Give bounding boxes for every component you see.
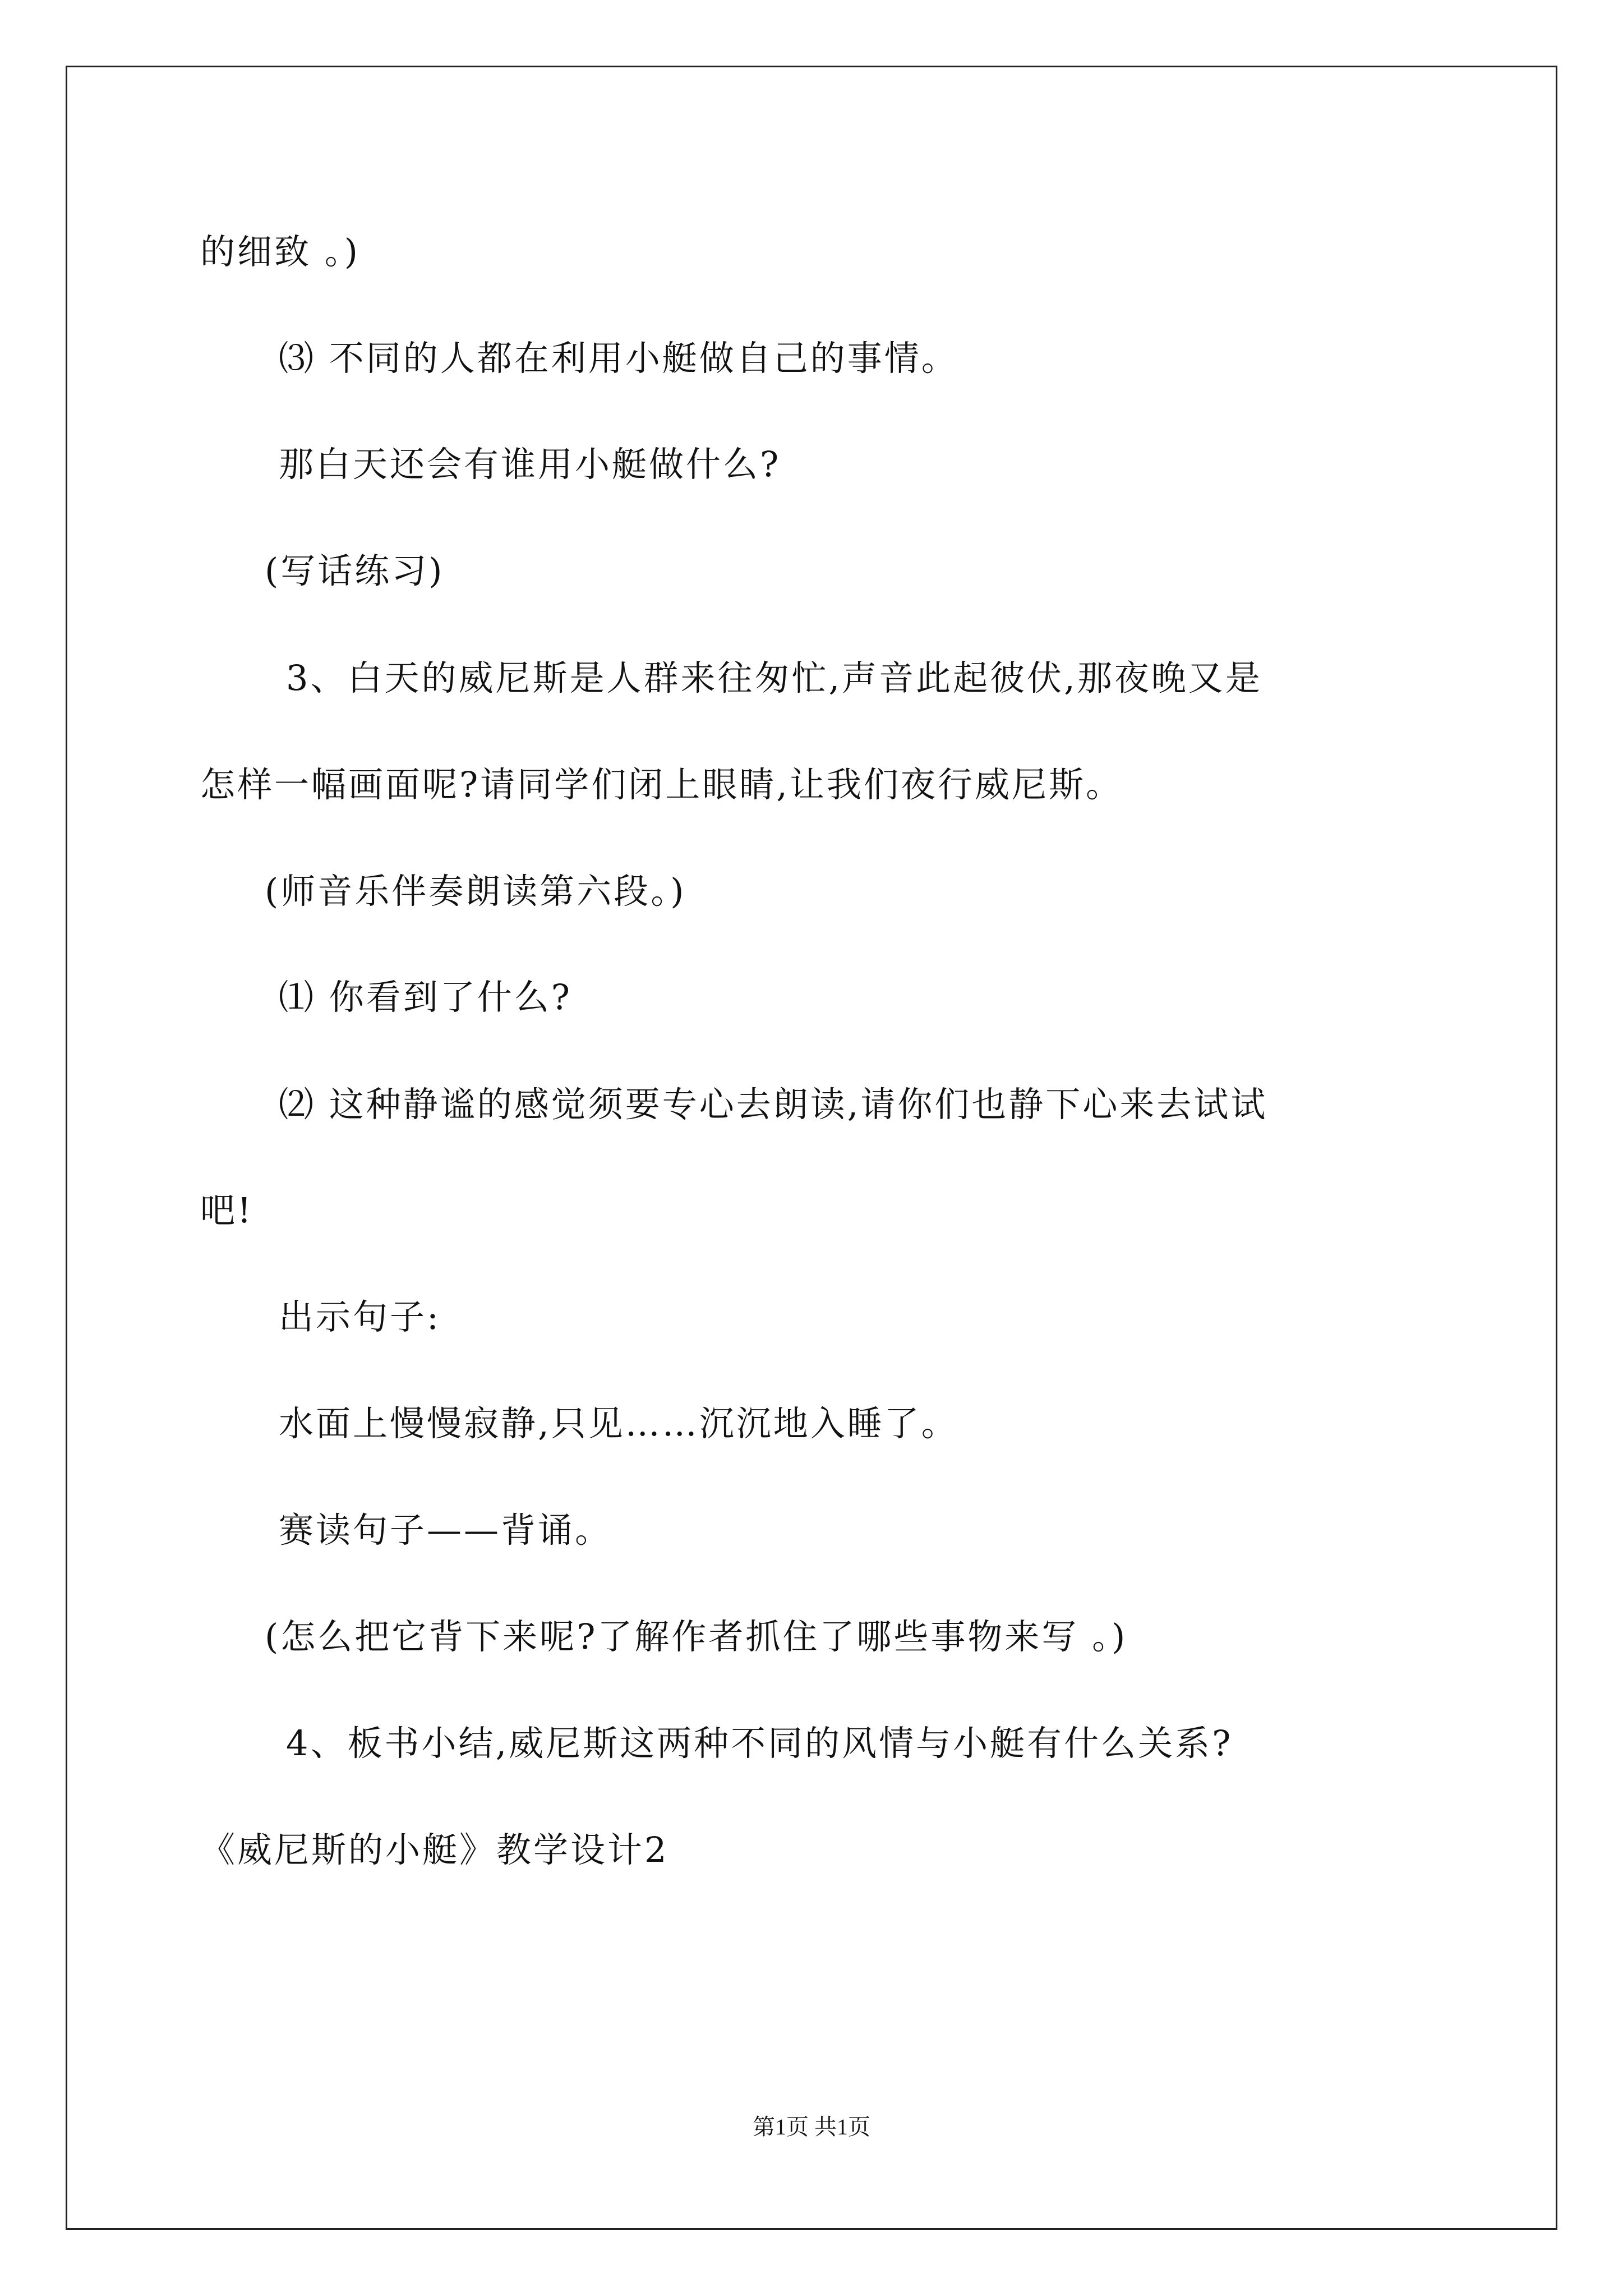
paragraph-line: 4、板书小结,威尼斯这两种不同的风情与小艇有什么关系? bbox=[286, 1723, 1233, 1764]
paragraph-line: 赛读句子——背诵。 bbox=[279, 1510, 612, 1550]
paragraph-line: 水面上慢慢寂静,只见……沉沉地入睡了。 bbox=[279, 1403, 958, 1444]
section-heading: 《威尼斯的小艇》教学设计2 bbox=[200, 1829, 669, 1870]
page-number-footer: 第1页 共1页 bbox=[753, 2114, 870, 2139]
paragraph-line: 吧! bbox=[200, 1190, 253, 1231]
paragraph-line: ⑶ 不同的人都在利用小艇做自己的事情。 bbox=[279, 338, 958, 379]
paragraph-line: 的细致 。) bbox=[200, 231, 360, 272]
paragraph-line: 出示句子: bbox=[279, 1296, 441, 1337]
page-border bbox=[66, 66, 1557, 2230]
paragraph-line: 3、白天的威尼斯是人群来往匆忙,声音此起彼伏,那夜晚又是 bbox=[286, 657, 1262, 698]
paragraph-line: (写话练习) bbox=[265, 550, 445, 591]
paragraph-line: 怎样一幅画面呢?请同学们闭上眼睛,让我们夜行威尼斯。 bbox=[200, 764, 1123, 805]
paragraph-line: 那白天还会有谁用小艇做什么? bbox=[279, 444, 781, 485]
paragraph-line: (怎么把它背下来呢?了解作者抓住了哪些事物来写 。) bbox=[265, 1616, 1128, 1657]
paragraph-line: (师音乐伴奏朗读第六段。) bbox=[265, 871, 686, 912]
paragraph-line: ⑴ 你看到了什么? bbox=[279, 977, 572, 1018]
paragraph-line: ⑵ 这种静谧的感觉须要专心去朗读,请你们也静下心来去试试 bbox=[279, 1084, 1268, 1125]
